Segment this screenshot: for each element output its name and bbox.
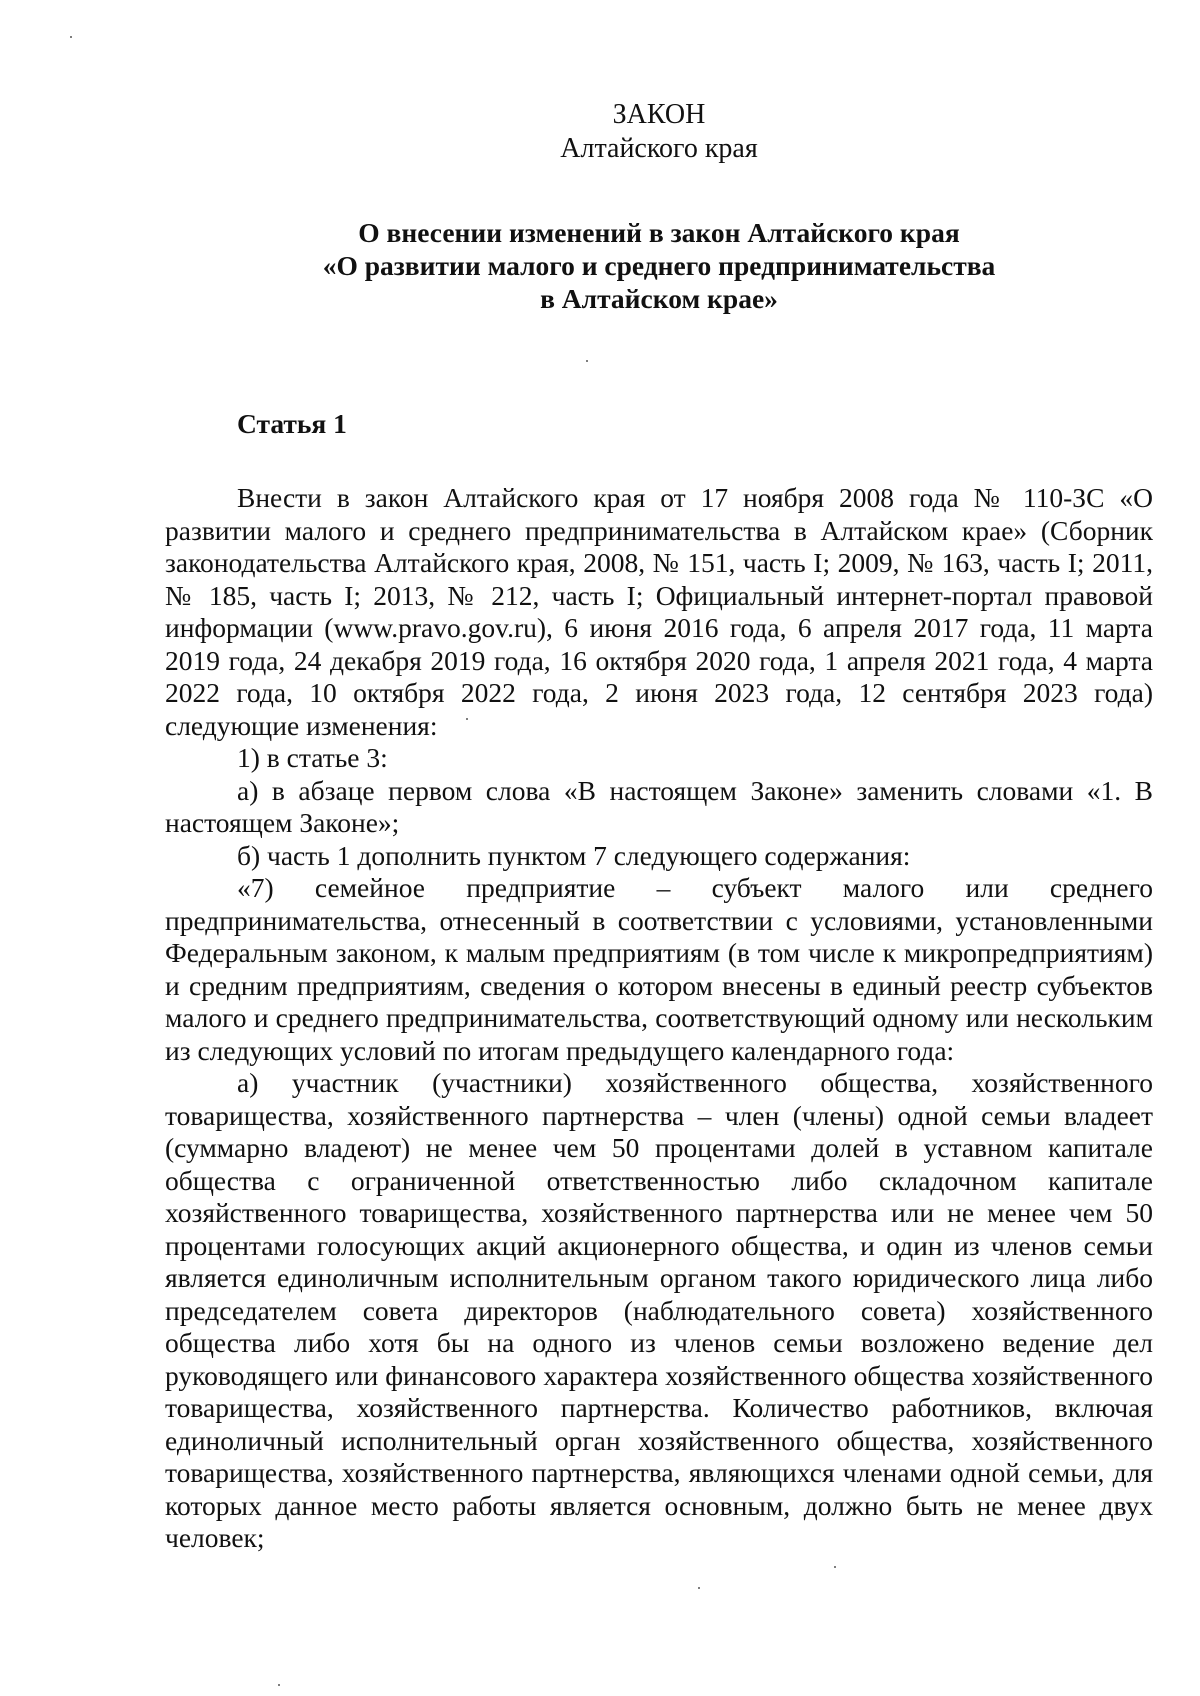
document-title: ЗАКОН — [612, 99, 706, 130]
paragraph: б) часть 1 дополнить пунктом 7 следующего содержания: — [237, 839, 911, 871]
article-title: Статья 1 — [237, 408, 347, 439]
law-heading-line: в Алтайском крае» — [540, 283, 778, 314]
paragraph: 1) в статье 3: — [237, 742, 388, 773]
law-heading — [165, 216, 1153, 315]
paragraph: Внести в закон Алтайского края от 17 ноября 2008 года № 110-ЗС «О развитии малого и среднего предпринимательства в Алтайском крае» (Сборник законодательства Алтайского края, 2008, № 151, часть I; 2009, № 163, часть I; 2011, № 185, часть I; 2013, № 212, часть I; Официальный интернет-портал правовой информации (www.pravo.gov.ru), 6 июня 2016 года, 6 апреля 2017 года, 11 марта 2019 года, 24 декабря 2019 года, 16 октября 2020 года, 1 апреля 2021 года, 4 марта 2022 года, 10 октября 2022 года, 2 июня 2023 года, 12 сентября 2023 года) следующие изменения: — [165, 482, 1153, 741]
article-body — [165, 482, 1153, 1555]
document-content — [165, 98, 1153, 1555]
scan-speck — [698, 1587, 700, 1589]
paragraph: а) участник (участники) хозяйственного общества, хозяйственного товарищества, хозяйственного партнерства – член (члены) одной семьи владеет (суммарно владеют) не менее чем 50 процентами долей в уставном капитале общества с ограниченной ответственностью либо складочном капитале хозяйственного товарищества, хозяйственного партнерства или не менее чем 50 процентами голосующих акций акционерного общества, и один из членов семьи является единоличным исполнительным органом такого юридического лица либо председателем совета директоров (наблюдательного совета) хозяйственного общества либо хотя бы на одного из членов семьи возложено ведение дел руководящего или финансового характера хозяйственного общества хозяйственного товарищества, хозяйственного партнерства. Количество работников, включая единоличный исполнительный орган хозяйственного общества, хозяйственного товарищества, хозяйственного партнерства, являющихся членами одной семьи, для которых данное место работы является основным, должно быть не менее двух человек; — [165, 1067, 1153, 1553]
scan-speck — [70, 36, 72, 38]
scan-speck — [834, 1566, 836, 1568]
scan-speck — [278, 1684, 280, 1686]
scan-speck — [586, 360, 588, 362]
paragraph: а) в абзаце первом слова «В настоящем Законе» заменить словами «1. В настоящем Законе»; — [165, 774, 1153, 838]
document-subtitle: Алтайского края — [560, 133, 758, 164]
law-heading-line: «О развитии малого и среднего предпринимательства — [322, 250, 996, 281]
scan-speck — [466, 718, 468, 720]
law-heading-line: О внесении изменений в закон Алтайского края — [358, 217, 960, 248]
paragraph: «7) семейное предприятие – субъект малого или среднего предпринимательства, отнесенный в соответствии с условиями, установленными Федеральным законом, к малым предприятиям (в том числе к микропредприятиям) и средним предприятиям, сведения о котором внесены в единый реестр субъектов малого и среднего предпринимательства, соответствующий одному или нескольким из следующих условий по итогам предыдущего календарного года: — [165, 872, 1153, 1066]
